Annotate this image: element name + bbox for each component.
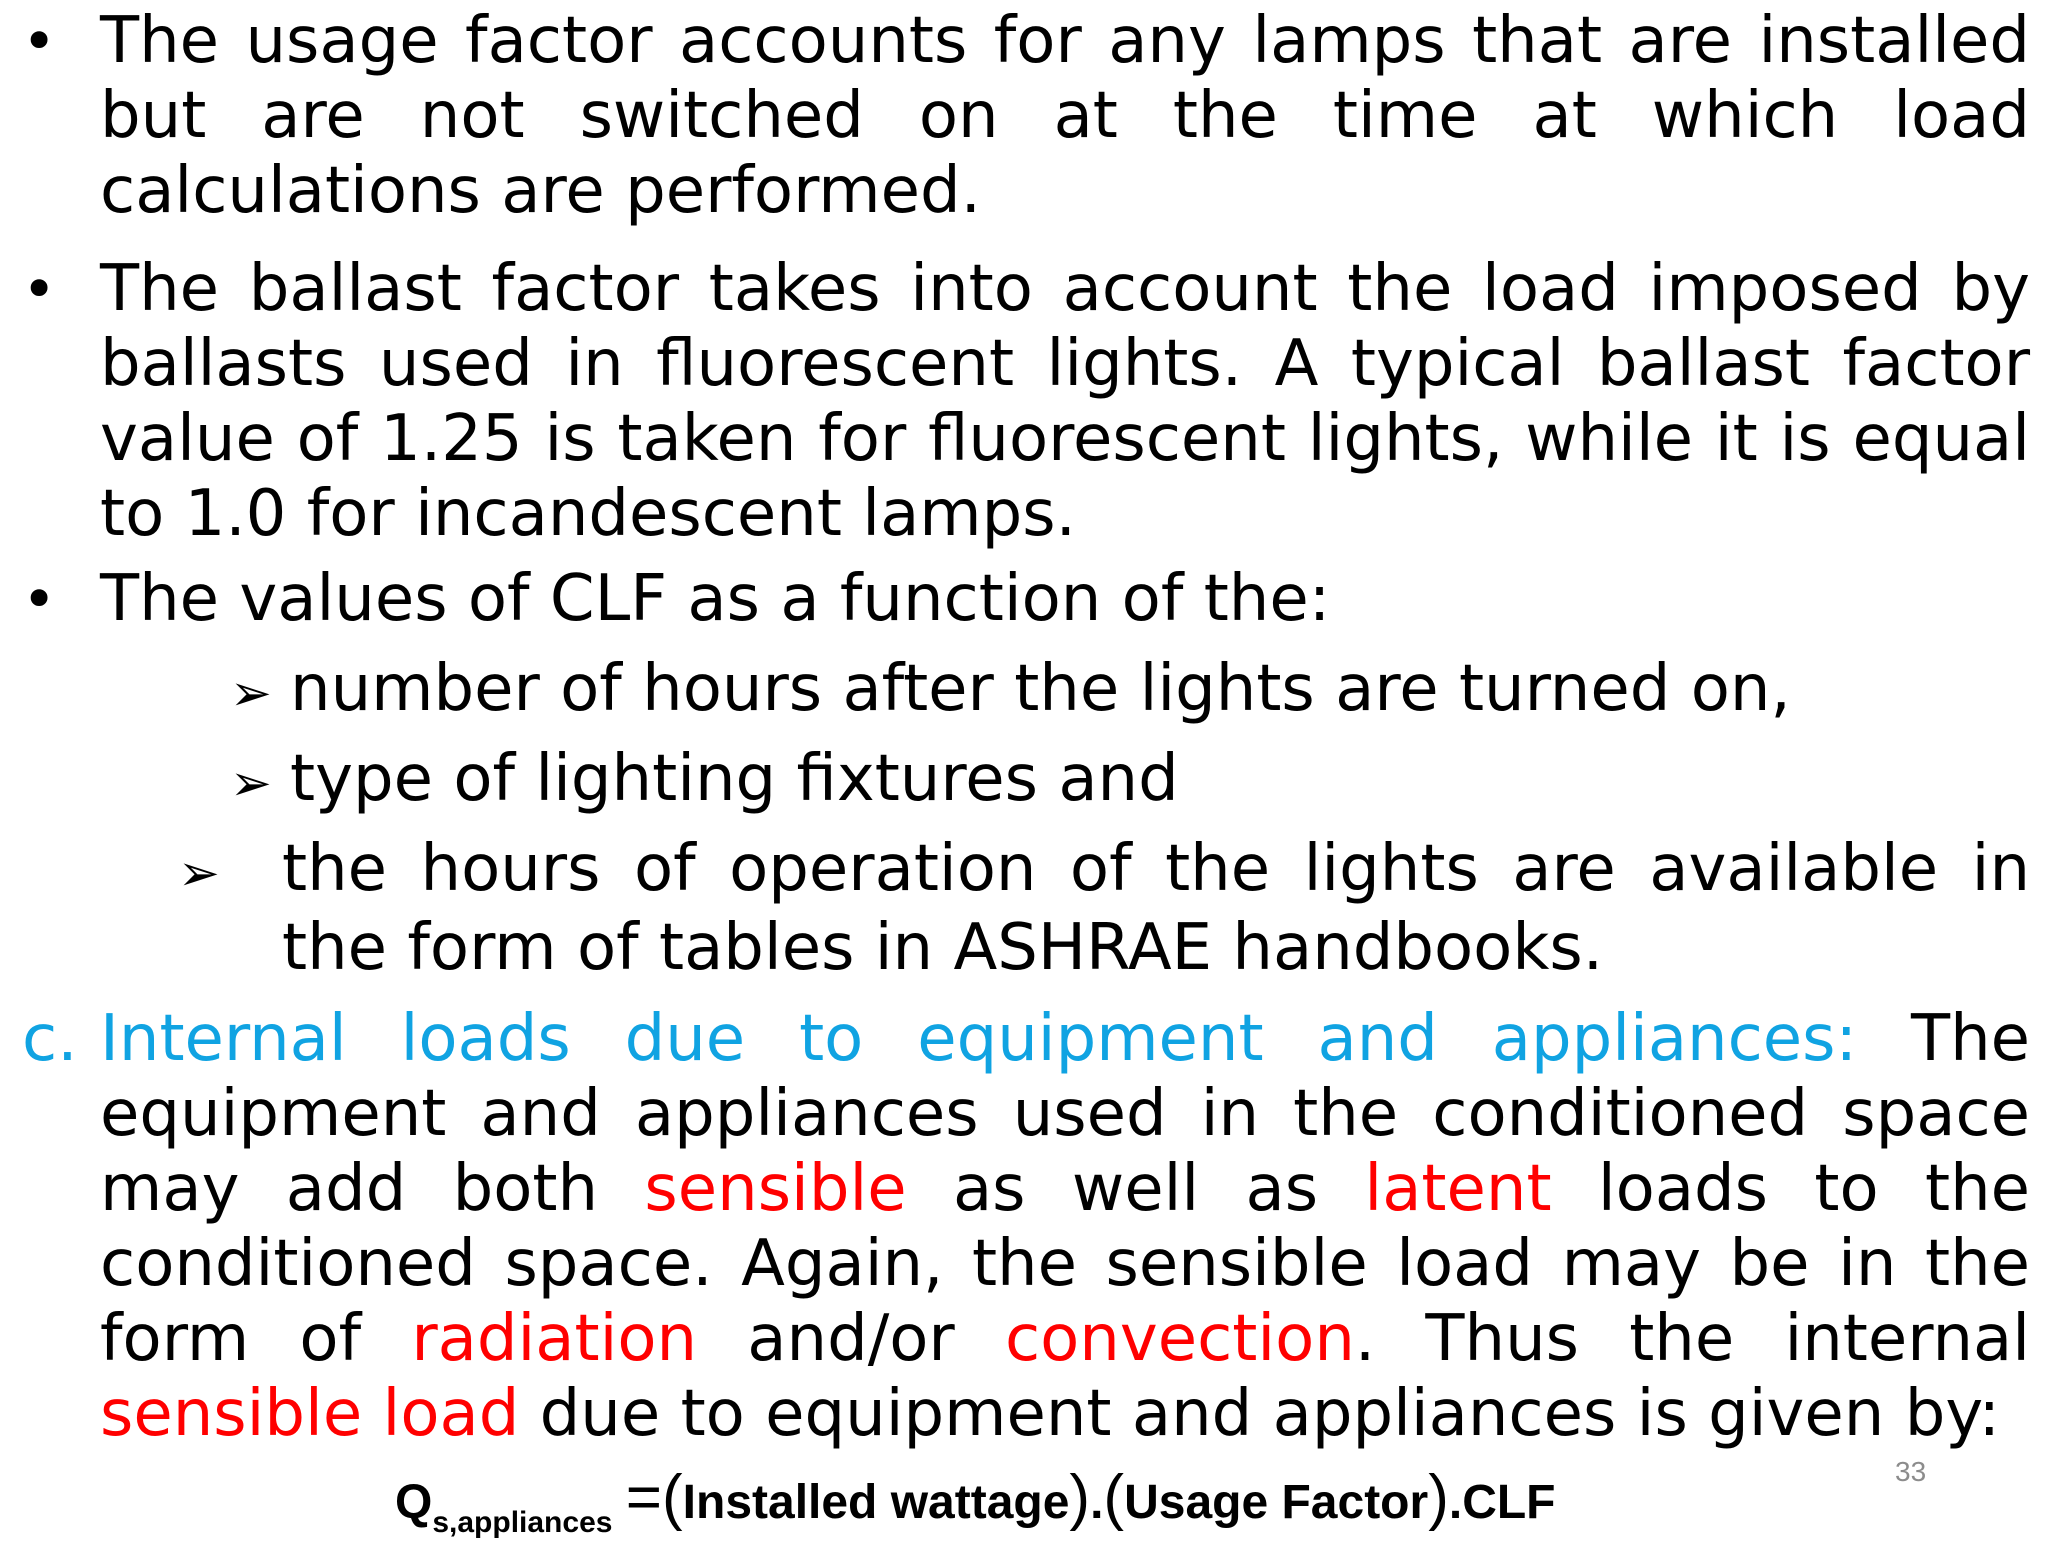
sub-item-operation [178,832,2030,986]
formula-clf: CLF [1462,1476,1556,1529]
section-c-text: as well as [906,1152,1365,1226]
appliance-load-formula [395,1463,1556,1553]
sub-item-hours [230,652,2030,731]
usage-factor-text: The usage factor accounts for any lamps that are installed but are not switched on at the time at which load calculations are performed. [100,4,2030,228]
bullet-marker: • [22,565,57,633]
section-c-label: c. [22,1002,78,1076]
ballast-factor-text: The ballast factor takes into account the load imposed by ballasts used in fluorescent lights. A typical ballast factor value of 1.25 is taken for fluorescent lights, while it is equal to 1.0 for incandescent lamps. [100,252,2030,551]
formula-equals: = [625,1463,662,1532]
formula-paren: ) [1069,1463,1091,1532]
formula-usage-factor: Usage Factor [1124,1476,1429,1529]
page-number: 33 [1895,1456,1927,1487]
clf-intro-text: The values of CLF as a function of the: [100,562,1331,636]
term-sensible-load: sensible load [100,1377,520,1451]
formula-paren: ) [1428,1463,1449,1532]
arrow-bullet-icon: ➢ [230,754,272,812]
section-c-heading: Internal loads due to equipment and appliances: [100,1002,1858,1076]
sub-item-operation-text: the hours of operation of the lights are available in the form of tables in ASHRAE handbooks. [282,832,2030,985]
term-convection: convection [1004,1302,1355,1376]
section-c-text: due to equipment and appliances is given by: [519,1377,2001,1451]
bullet-marker: • [22,7,57,75]
sub-item-fixtures [230,742,2030,821]
arrow-bullet-icon: ➢ [230,664,272,722]
formula-dot: . [1448,1476,1463,1529]
bullet-marker: • [22,255,57,323]
term-sensible: sensible [644,1152,907,1226]
section-c-text: The equipment and appliances used in the conditioned space may add both [100,1002,2030,1226]
term-radiation: radiation [411,1302,698,1376]
formula-subscript: s,appliances [432,1506,613,1539]
formula-paren: ( [662,1463,683,1532]
sub-item-hours-text: number of hours after the lights are turned on, [290,652,1791,726]
formula-q: Q [395,1476,433,1529]
section-c-text: . Thus the internal [1354,1302,2031,1376]
sub-item-fixtures-text: type of lighting fixtures and [290,742,1179,816]
term-latent: latent [1364,1152,1552,1226]
section-c-text: and/or [697,1302,1005,1376]
arrow-bullet-icon: ➢ [178,844,220,902]
formula-installed-wattage: Installed wattage [682,1476,1070,1529]
formula-dot: . [1090,1476,1104,1529]
section-c-text: loads to the conditioned space. Again, the sensible load may be in the form of [100,1152,2031,1376]
section-c-paragraph [100,1002,2030,1452]
formula-paren: ( [1103,1463,1125,1532]
